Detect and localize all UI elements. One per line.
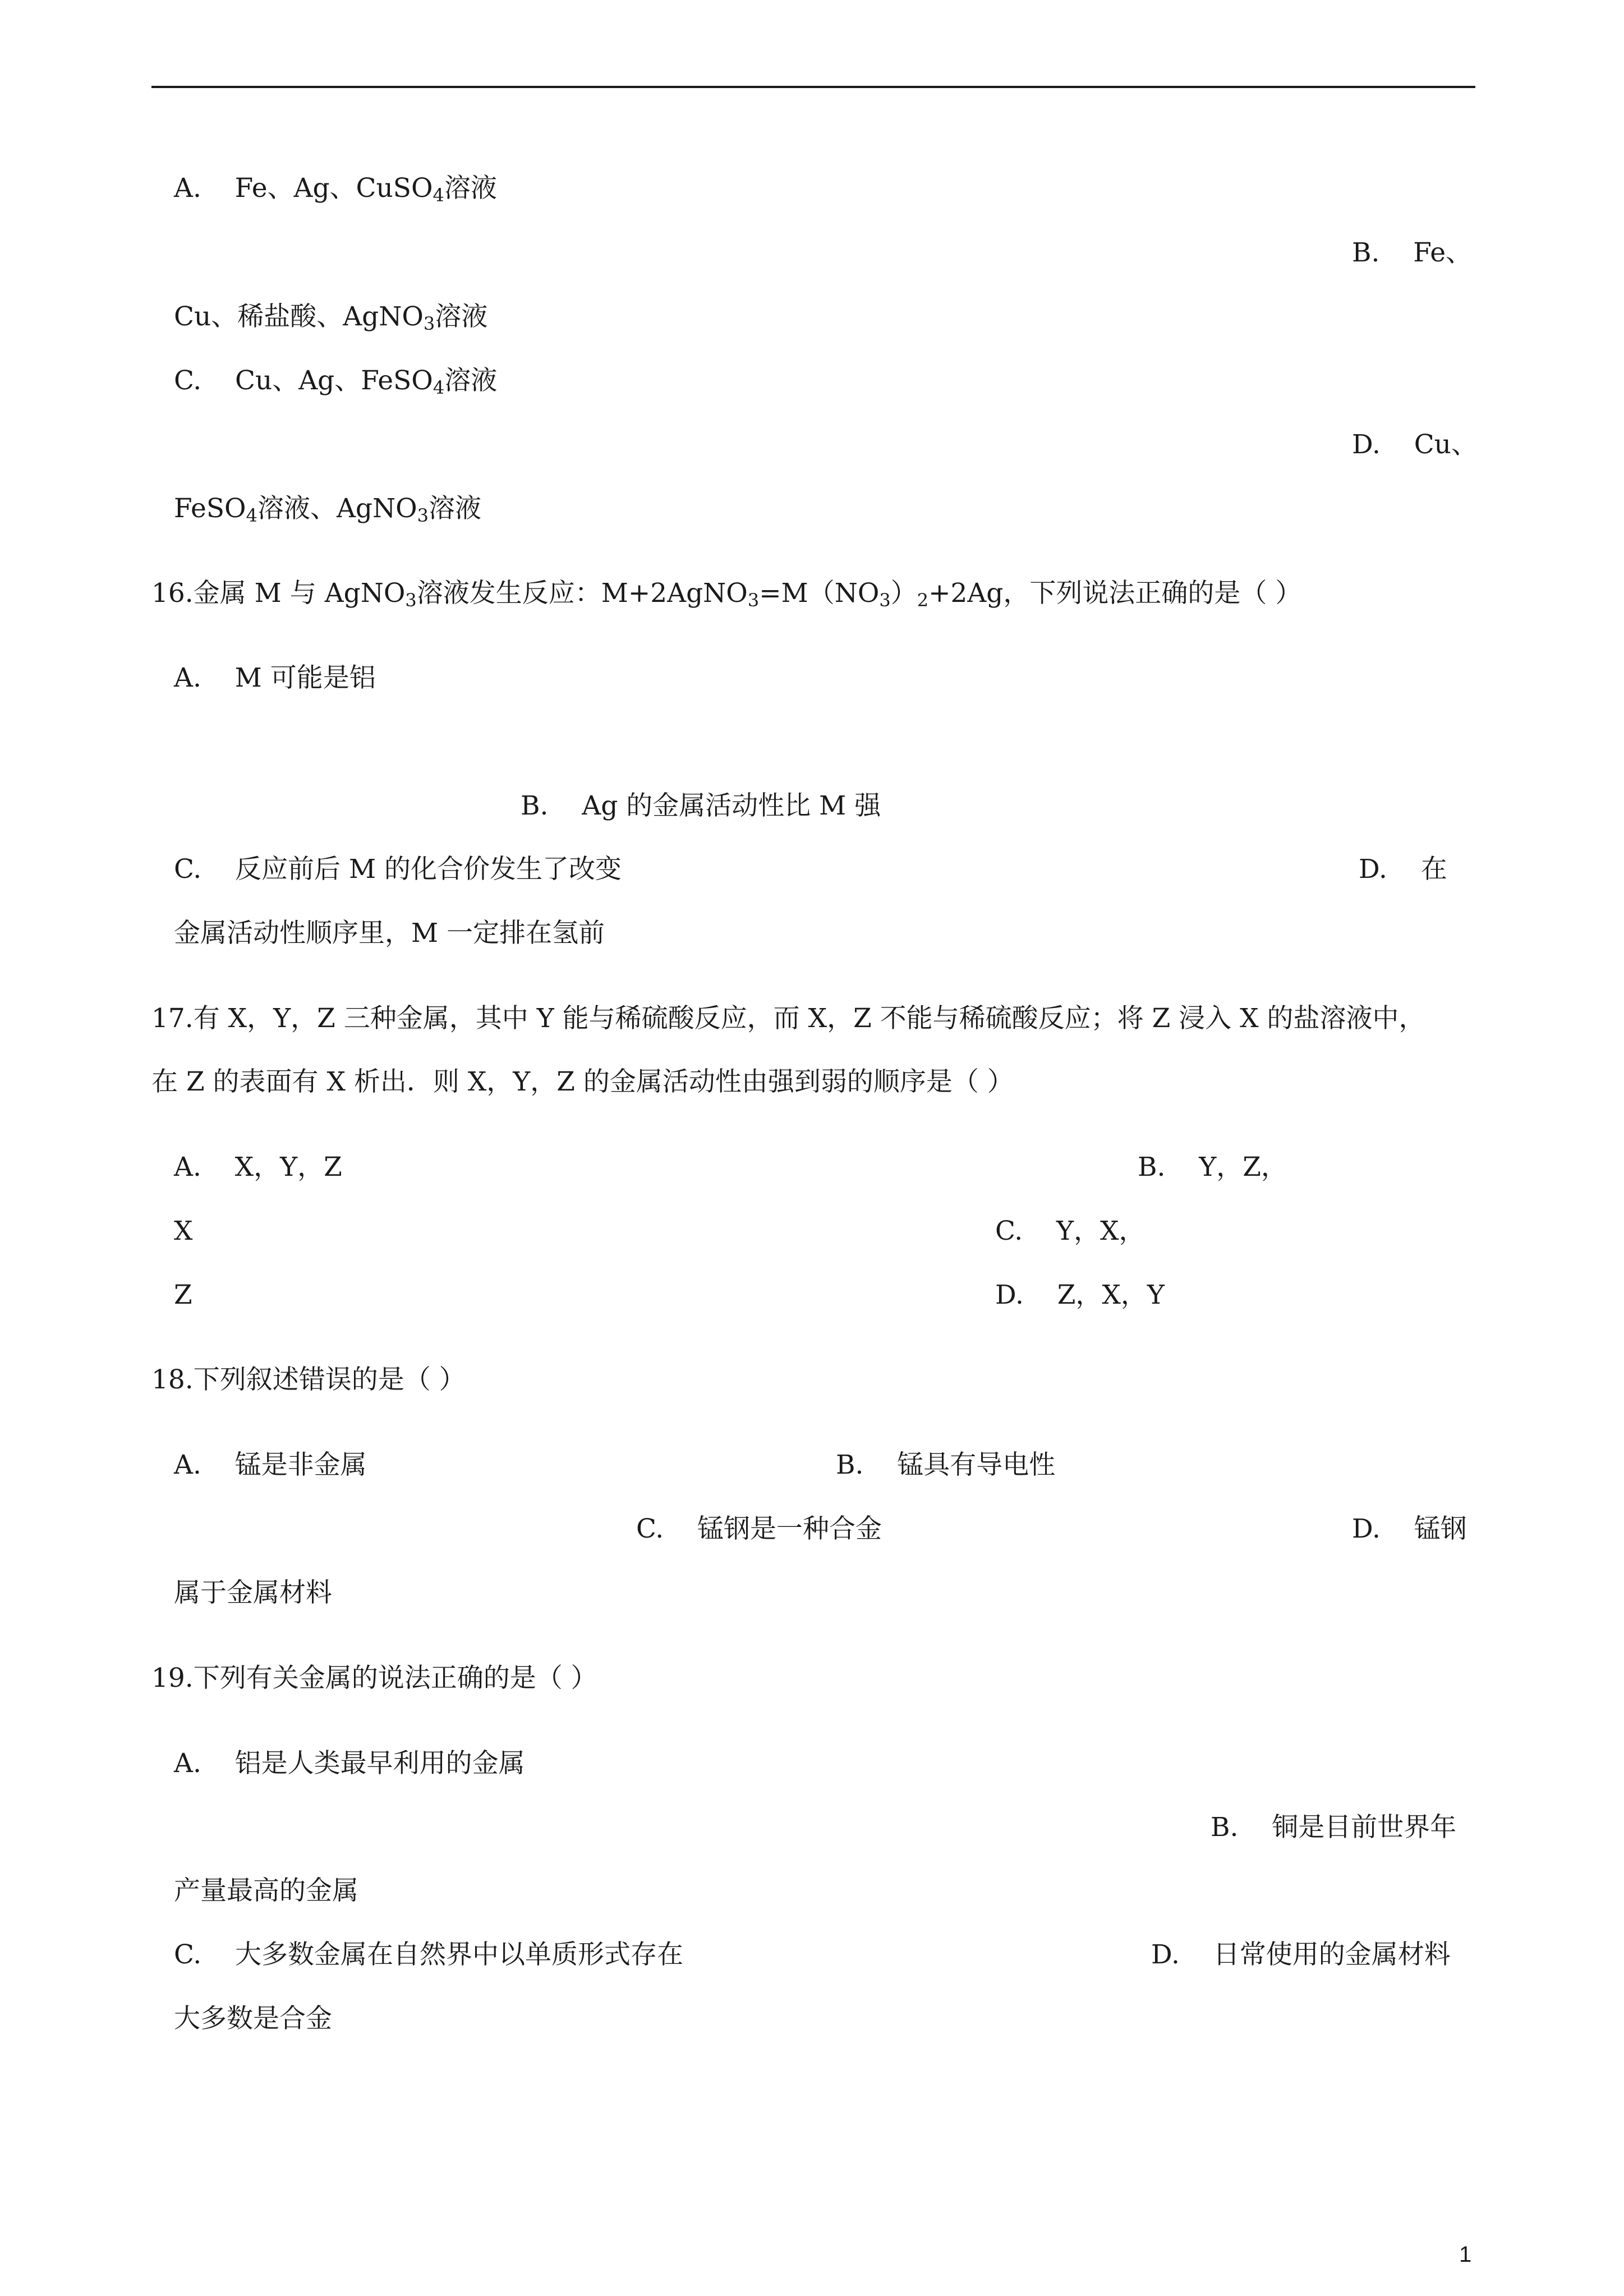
q19-option-c: C. 大多数金属在自然界中以单质形式存在 [174, 1939, 683, 1970]
q17-option-c-cont: Z [174, 1280, 192, 1310]
q19-option-a: A. 铝是人类最早利用的金属 [174, 1748, 525, 1779]
q18-option-d-cont: 属于金属材料 [174, 1577, 332, 1608]
q16-stem: 16.金属 M 与 AgNO$_3$溶液发生反应：$M+2AgNO_3=M(NO_3)_2+2Ag$，下列说法正确的是（ ） [151, 578, 1302, 611]
header-rule [151, 86, 1475, 88]
q18-stem: 18.下列叙述错误的是（ ） [151, 1364, 466, 1395]
q17-stem-line1: 17.有 X，Y，Z 三种金属，其中 Y 能与稀硫酸反应，而 X，Z 不能与稀硫酸反应；将 Z 浸入 X 的盐溶液中， [151, 1003, 1425, 1034]
q19-option-d-cont: 大多数是合金 [174, 2003, 332, 2034]
q17-option-a: A. X，Y，Z [174, 1152, 342, 1182]
q15-option-d-cont: FeSO$_4$溶液、AgNO$_3$溶液 [174, 493, 481, 526]
q19-option-b-cont: 产量最高的金属 [174, 1875, 358, 1906]
q15-option-a: A. Fe、Ag、CuSO$_4$溶液 [174, 173, 497, 206]
q16-option-b: B. Ag 的金属活动性比 M 强 [521, 790, 881, 821]
q16-option-c: C. 反应前后 M 的化合价发生了改变 [174, 854, 622, 885]
q15-option-b-cont: Cu、稀盐酸、AgNO$_3$溶液 [174, 301, 488, 334]
q18-option-c: C. 锰钢是一种合金 [636, 1513, 882, 1544]
q18-option-d: D. 锰钢 [1352, 1513, 1467, 1544]
q17-stem-line2: 在 Z 的表面有 X 析出．则 X，Y，Z 的金属活动性由强到弱的顺序是（ ） [151, 1066, 1014, 1097]
q17-option-b-cont: X [174, 1216, 193, 1246]
q16-option-d: D. 在 [1359, 854, 1447, 885]
q17-option-d: D. Z，X，Y [995, 1280, 1165, 1310]
q16-option-d-cont: 金属活动性顺序里，M 一定排在氢前 [174, 918, 605, 949]
q16-option-a: A. M 可能是铝 [174, 662, 376, 693]
q17-option-c: C. Y，X， [995, 1216, 1145, 1246]
q15-option-d: D. Cu、 [1352, 429, 1478, 460]
q18-option-b: B. 锰具有导电性 [836, 1450, 1056, 1480]
q15-option-c: C. Cu、Ag、FeSO$_4$溶液 [174, 365, 498, 398]
q17-option-b: B. Y，Z， [1138, 1152, 1287, 1182]
q15-option-b: B. Fe、 [1352, 237, 1473, 268]
page-number: 1 [1459, 2242, 1472, 2267]
q19-option-b: B. 铜是目前世界年 [1211, 1812, 1457, 1843]
q19-stem: 19.下列有关金属的说法正确的是（ ） [151, 1663, 597, 1694]
q18-option-a: A. 锰是非金属 [174, 1450, 367, 1480]
q19-option-d: D. 日常使用的金属材料 [1151, 1939, 1451, 1970]
